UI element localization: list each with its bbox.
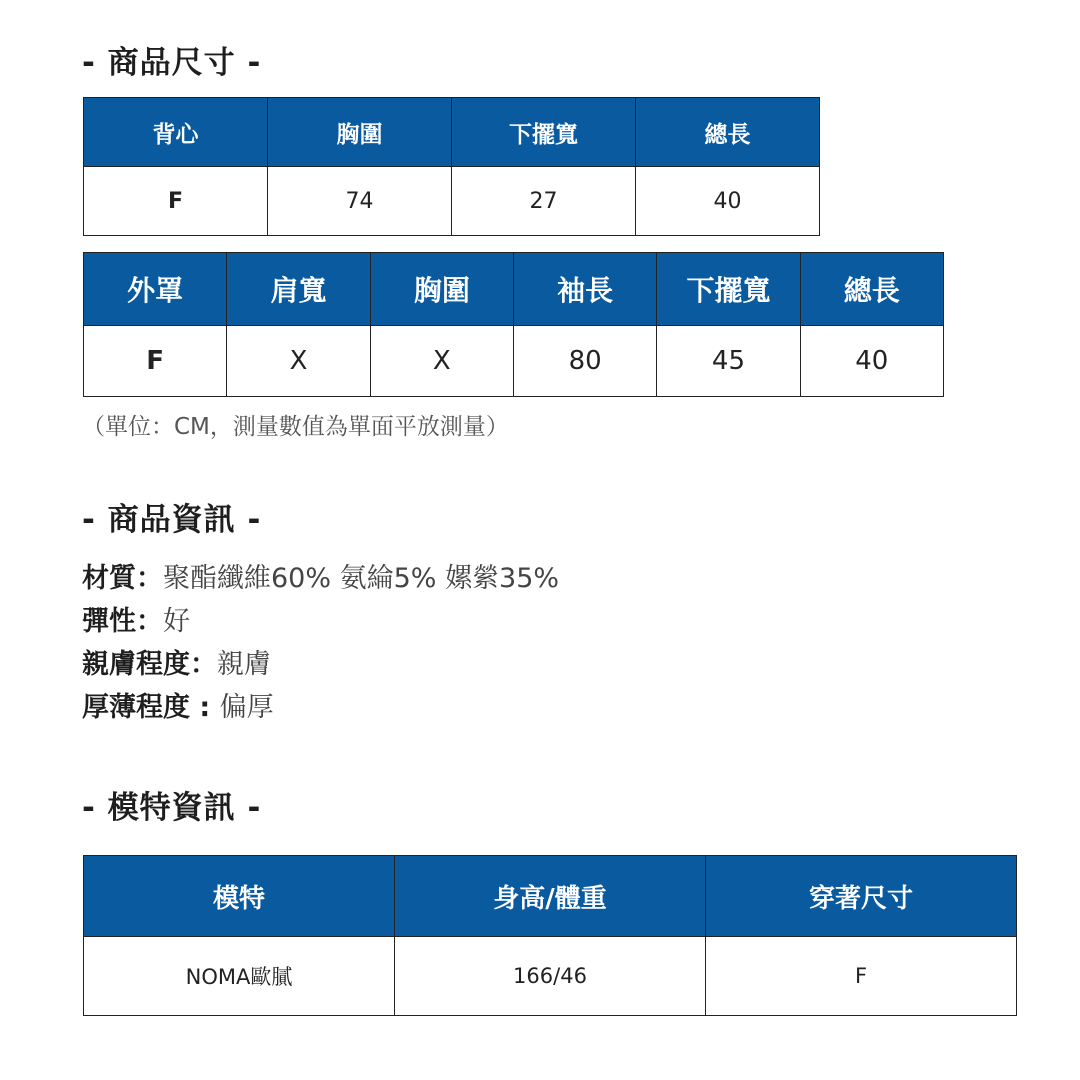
vest-size-table [83,97,820,236]
info-label: 彈性： [82,606,163,637]
model-size-cell: F [706,937,1017,1016]
jacket-size-table [83,252,944,397]
jacket-chest-cell: X [370,326,513,397]
vest-size-cell: F [84,167,268,236]
size-section-title: - 商品尺寸 - [82,45,262,81]
vest-length-cell: 40 [636,167,820,236]
jacket-header-cell: 袖長 [513,253,656,326]
info-value: 偏厚 [219,692,274,723]
model-height-weight-cell: 166/46 [395,937,706,1016]
jacket-header-cell: 肩寬 [227,253,370,326]
model-data-row [84,937,1017,1016]
model-header-row [84,856,1017,937]
info-label: 厚薄程度 : [82,692,220,723]
model-header-cell: 穿著尺寸 [706,856,1017,937]
vest-header-row [84,98,820,167]
vest-header-cell: 下擺寬 [452,98,636,167]
jacket-shoulder-cell: X [227,326,370,397]
info-skin-friendly [82,643,559,686]
info-elasticity [82,600,559,643]
jacket-header-row [84,253,944,326]
measurement-note: （單位：CM，測量數值為單面平放測量） [82,414,509,440]
info-material [82,557,559,600]
jacket-size-cell: F [84,326,227,397]
product-info-title: - 商品資訊 - [82,502,262,538]
vest-header-cell: 胸圍 [268,98,452,167]
jacket-length-cell: 40 [800,326,943,397]
jacket-header-cell: 總長 [800,253,943,326]
jacket-hem-cell: 45 [657,326,800,397]
jacket-data-row [84,326,944,397]
jacket-header-cell: 外罩 [84,253,227,326]
jacket-sleeve-cell: 80 [513,326,656,397]
vest-header-cell: 背心 [84,98,268,167]
vest-hem-cell: 27 [452,167,636,236]
model-info-table [83,855,1017,1016]
jacket-header-cell: 胸圍 [370,253,513,326]
vest-data-row [84,167,820,236]
product-info-list [82,557,559,729]
model-header-cell: 模特 [84,856,395,937]
info-label: 親膚程度： [82,649,217,680]
vest-chest-cell: 74 [268,167,452,236]
model-info-title: - 模特資訊 - [82,790,262,826]
info-value: 聚酯纖維60% 氨綸5% 嫘縈35% [163,563,560,594]
info-value: 親膚 [217,649,271,680]
info-value: 好 [163,606,190,637]
info-thickness [82,686,559,729]
model-name-cell: NOMA歐膩 [84,937,395,1016]
jacket-header-cell: 下擺寬 [657,253,800,326]
model-header-cell: 身高/體重 [395,856,706,937]
info-label: 材質： [82,563,163,594]
vest-header-cell: 總長 [636,98,820,167]
